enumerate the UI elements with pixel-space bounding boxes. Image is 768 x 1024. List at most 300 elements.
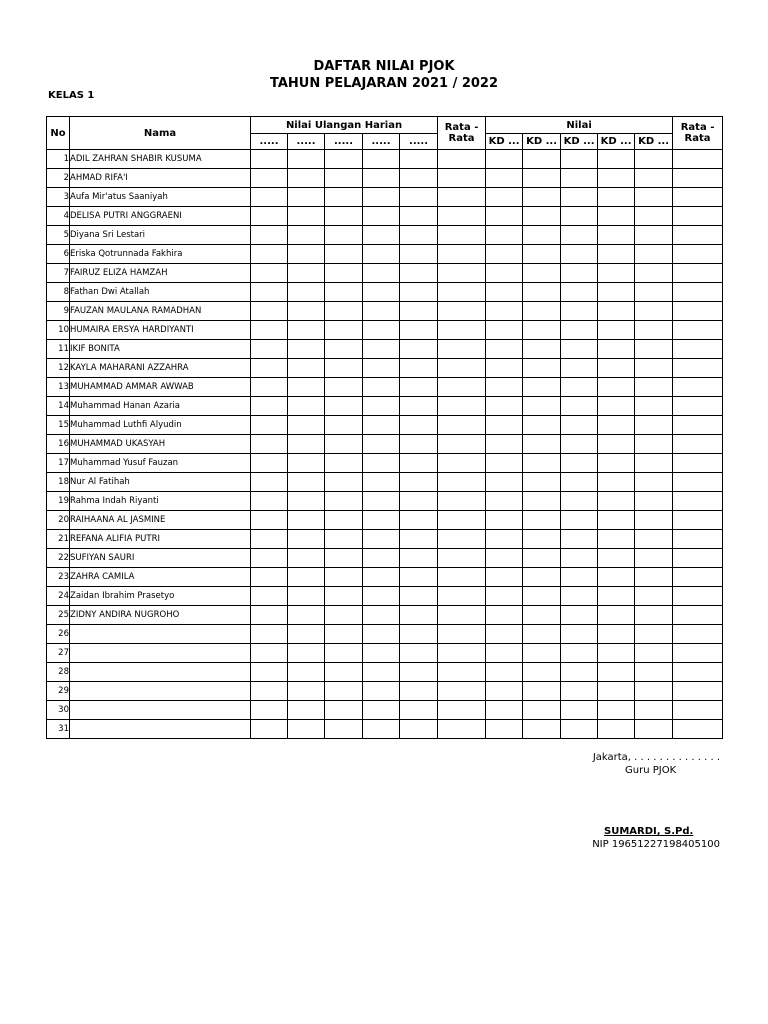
grade-cell (325, 188, 363, 207)
grade-cell (400, 226, 438, 245)
grade-cell (363, 226, 400, 245)
grade-cell (673, 226, 723, 245)
grade-cell (438, 340, 486, 359)
student-name: Fathan Dwi Atallah (70, 283, 251, 302)
grade-cell (598, 625, 635, 644)
grade-cell (288, 644, 325, 663)
grade-cell (486, 245, 523, 264)
grade-cell (561, 188, 598, 207)
student-name: HUMAIRA ERSYA HARDIYANTI (70, 321, 251, 340)
grade-cell (598, 568, 635, 587)
grade-cell (251, 188, 288, 207)
grade-cell (251, 511, 288, 530)
grade-cell (523, 283, 561, 302)
grade-cell (673, 549, 723, 568)
grade-cell (523, 245, 561, 264)
grade-cell (523, 340, 561, 359)
grade-cell (561, 549, 598, 568)
student-name: ADIL ZAHRAN SHABIR KUSUMA (70, 150, 251, 169)
grade-cell (561, 416, 598, 435)
teacher-role: Guru PJOK (625, 765, 677, 776)
grade-cell (486, 720, 523, 739)
grade-cell (288, 530, 325, 549)
header-kd-sub: KD ... (598, 134, 635, 150)
grade-cell (673, 340, 723, 359)
grade-cell (438, 530, 486, 549)
grade-cell (486, 473, 523, 492)
grade-cell (635, 701, 673, 720)
grade-cell (673, 511, 723, 530)
grade-cell (523, 302, 561, 321)
grade-cell (438, 606, 486, 625)
grade-cell (400, 245, 438, 264)
grade-cell (400, 568, 438, 587)
grade-cell (523, 701, 561, 720)
grade-cell (363, 473, 400, 492)
grade-cell (363, 150, 400, 169)
grade-cell (400, 435, 438, 454)
row-number: 30 (47, 701, 70, 720)
grade-cell (363, 188, 400, 207)
grade-cell (325, 625, 363, 644)
grade-cell (561, 473, 598, 492)
table-row (47, 207, 723, 226)
grade-cell (438, 226, 486, 245)
row-number: 13 (47, 378, 70, 397)
grade-cell (486, 264, 523, 283)
grade-cell (325, 264, 363, 283)
grade-cell (673, 397, 723, 416)
grade-cell (635, 454, 673, 473)
grade-cell (673, 568, 723, 587)
grade-cell (363, 549, 400, 568)
grade-cell (288, 378, 325, 397)
grade-cell (635, 492, 673, 511)
grade-cell (251, 245, 288, 264)
grade-cell (400, 397, 438, 416)
grade-cell (598, 264, 635, 283)
grade-cell (486, 606, 523, 625)
grade-cell (673, 473, 723, 492)
grade-cell (438, 321, 486, 340)
grade-cell (598, 169, 635, 188)
grade-cell (363, 587, 400, 606)
table-row (47, 302, 723, 321)
grade-cell (635, 587, 673, 606)
grade-cell (288, 226, 325, 245)
grade-cell (561, 644, 598, 663)
grade-cell (400, 188, 438, 207)
row-number: 4 (47, 207, 70, 226)
row-number: 22 (47, 549, 70, 568)
grade-cell (486, 435, 523, 454)
header-rata-rata-2-line1: Rata - (680, 122, 715, 133)
grade-cell (325, 435, 363, 454)
table-row (47, 283, 723, 302)
grade-cell (523, 226, 561, 245)
grade-cell (363, 283, 400, 302)
grade-cell (288, 416, 325, 435)
grade-cell (673, 150, 723, 169)
grade-cell (635, 188, 673, 207)
grade-cell (438, 283, 486, 302)
grade-cell (635, 549, 673, 568)
grade-cell (598, 701, 635, 720)
grade-cell (400, 473, 438, 492)
table-row (47, 397, 723, 416)
student-name: Muhammad Yusuf Fauzan (70, 454, 251, 473)
table-row (47, 188, 723, 207)
grade-cell (288, 359, 325, 378)
table-row (47, 644, 723, 663)
grade-cell (288, 283, 325, 302)
grade-cell (486, 188, 523, 207)
grade-cell (325, 511, 363, 530)
student-name: REFANA ALIFIA PUTRI (70, 530, 251, 549)
grade-cell (251, 207, 288, 226)
grade-cell (400, 283, 438, 302)
grade-cell (288, 701, 325, 720)
grade-cell (400, 378, 438, 397)
grade-cell (673, 530, 723, 549)
table-row (47, 473, 723, 492)
table-row (47, 340, 723, 359)
grade-cell (598, 435, 635, 454)
grade-cell (251, 530, 288, 549)
grade-cell (251, 663, 288, 682)
grade-cell (598, 454, 635, 473)
grade-cell (363, 302, 400, 321)
grade-cell (400, 264, 438, 283)
grade-cell (438, 625, 486, 644)
grade-cell (251, 283, 288, 302)
grade-cell (635, 435, 673, 454)
grade-cell (325, 644, 363, 663)
table-row (47, 264, 723, 283)
grade-cell (673, 606, 723, 625)
header-kd-sub: KD ... (523, 134, 561, 150)
row-number: 10 (47, 321, 70, 340)
grade-cell (363, 321, 400, 340)
header-ulangan-harian: Nilai Ulangan Harian (251, 117, 438, 134)
row-number: 20 (47, 511, 70, 530)
grade-cell (486, 701, 523, 720)
grade-cell (673, 587, 723, 606)
grade-cell (598, 207, 635, 226)
grade-cell (673, 625, 723, 644)
grade-cell (325, 359, 363, 378)
grade-cell (325, 397, 363, 416)
grade-cell (363, 720, 400, 739)
grade-cell (486, 207, 523, 226)
grade-cell (288, 302, 325, 321)
student-name: FAUZAN MAULANA RAMADHAN (70, 302, 251, 321)
row-number: 2 (47, 169, 70, 188)
grade-cell (438, 397, 486, 416)
grade-cell (438, 302, 486, 321)
grade-cell (523, 663, 561, 682)
grade-cell (523, 606, 561, 625)
grade-cell (325, 302, 363, 321)
student-name: SUFIYAN SAURI (70, 549, 251, 568)
student-rows (47, 150, 723, 739)
student-name: MUHAMMAD UKASYAH (70, 435, 251, 454)
grade-cell (438, 435, 486, 454)
header-kd-sub: KD ... (635, 134, 673, 150)
row-number: 31 (47, 720, 70, 739)
grade-cell (400, 454, 438, 473)
grade-cell (598, 682, 635, 701)
grade-cell (523, 549, 561, 568)
grade-cell (363, 245, 400, 264)
grade-cell (288, 340, 325, 359)
header-ulangan-sub: ..... (325, 134, 363, 150)
grade-cell (288, 682, 325, 701)
grade-cell (288, 492, 325, 511)
grade-cell (561, 283, 598, 302)
grade-cell (251, 378, 288, 397)
grade-cell (363, 264, 400, 283)
grade-cell (325, 454, 363, 473)
grade-cell (635, 245, 673, 264)
grade-cell (288, 587, 325, 606)
grade-cell (251, 644, 288, 663)
grade-cell (288, 435, 325, 454)
grade-cell (598, 473, 635, 492)
grade-cell (561, 511, 598, 530)
grade-cell (363, 644, 400, 663)
grade-cell (598, 492, 635, 511)
row-number: 26 (47, 625, 70, 644)
grade-cell (325, 150, 363, 169)
row-number: 11 (47, 340, 70, 359)
grade-cell (561, 226, 598, 245)
grade-cell (561, 302, 598, 321)
grade-cell (400, 492, 438, 511)
table-row (47, 530, 723, 549)
grade-cell (486, 416, 523, 435)
row-number: 24 (47, 587, 70, 606)
student-name (70, 663, 251, 682)
grade-cell (561, 359, 598, 378)
grade-cell (288, 568, 325, 587)
grade-cell (598, 340, 635, 359)
table-row (47, 587, 723, 606)
grade-cell (325, 245, 363, 264)
grade-cell (251, 302, 288, 321)
grade-cell (438, 245, 486, 264)
student-name: IKIF BONITA (70, 340, 251, 359)
grade-cell (325, 283, 363, 302)
grade-cell (561, 245, 598, 264)
grade-cell (325, 340, 363, 359)
grade-cell (523, 682, 561, 701)
grade-cell (598, 321, 635, 340)
student-name: RAIHAANA AL JASMINE (70, 511, 251, 530)
header-ulangan-sub: ..... (251, 134, 288, 150)
grade-cell (251, 454, 288, 473)
grade-cell (438, 169, 486, 188)
grade-cell (561, 397, 598, 416)
grade-cell (325, 492, 363, 511)
row-number: 3 (47, 188, 70, 207)
grade-cell (438, 454, 486, 473)
grade-cell (251, 321, 288, 340)
header-rata-rata-2-line2: Rata (684, 133, 711, 144)
grade-cell (363, 416, 400, 435)
grade-cell (251, 435, 288, 454)
table-row (47, 435, 723, 454)
grade-cell (288, 663, 325, 682)
grade-cell (561, 720, 598, 739)
grade-cell (325, 701, 363, 720)
grade-cell (363, 701, 400, 720)
grade-cell (363, 397, 400, 416)
grade-cell (438, 473, 486, 492)
grade-cell (325, 207, 363, 226)
grade-cell (363, 625, 400, 644)
grade-cell (486, 682, 523, 701)
grade-cell (635, 340, 673, 359)
grade-cell (251, 720, 288, 739)
row-number: 27 (47, 644, 70, 663)
header-ulangan-sub: ..... (363, 134, 400, 150)
table-row (47, 606, 723, 625)
table-row (47, 549, 723, 568)
grade-cell (251, 226, 288, 245)
grade-cell (635, 473, 673, 492)
grade-cell (561, 568, 598, 587)
student-name: ZAHRA CAMILA (70, 568, 251, 587)
grade-cell (363, 606, 400, 625)
grade-cell (251, 264, 288, 283)
grade-cell (288, 473, 325, 492)
row-number: 15 (47, 416, 70, 435)
grade-cell (561, 169, 598, 188)
grade-cell (400, 682, 438, 701)
grade-cell (363, 511, 400, 530)
grade-cell (288, 207, 325, 226)
student-name: FAIRUZ ELIZA HAMZAH (70, 264, 251, 283)
grade-cell (486, 150, 523, 169)
grade-cell (673, 169, 723, 188)
grade-cell (598, 416, 635, 435)
table-row (47, 245, 723, 264)
grade-cell (486, 568, 523, 587)
grade-cell (363, 359, 400, 378)
student-name: KAYLA MAHARANI AZZAHRA (70, 359, 251, 378)
grade-cell (598, 397, 635, 416)
grade-cell (438, 549, 486, 568)
place-date: Jakarta, . . . . . . . . . . . . . . (592, 752, 720, 763)
grade-cell (523, 188, 561, 207)
table-row (47, 663, 723, 682)
grade-cell (486, 302, 523, 321)
table-row (47, 682, 723, 701)
table-row (47, 226, 723, 245)
grade-cell (561, 207, 598, 226)
grade-cell (561, 150, 598, 169)
grade-cell (363, 663, 400, 682)
grade-cell (486, 492, 523, 511)
grade-cell (673, 492, 723, 511)
grade-cell (673, 359, 723, 378)
grade-cell (598, 283, 635, 302)
grade-cell (438, 682, 486, 701)
table-row (47, 625, 723, 644)
grade-cell (438, 511, 486, 530)
teacher-nip: NIP 19651227198405100 (592, 839, 720, 850)
student-name: Muhammad Hanan Azaria (70, 397, 251, 416)
grade-cell (635, 207, 673, 226)
grade-cell (523, 473, 561, 492)
grade-cell (486, 549, 523, 568)
grade-cell (288, 549, 325, 568)
grade-cell (561, 587, 598, 606)
student-name: Nur Al Fatihah (70, 473, 251, 492)
grade-cell (523, 378, 561, 397)
student-name: Diyana Sri Lestari (70, 226, 251, 245)
student-name (70, 644, 251, 663)
grade-cell (400, 321, 438, 340)
grade-cell (438, 492, 486, 511)
table-row (47, 378, 723, 397)
grade-cell (598, 226, 635, 245)
grade-cell (363, 207, 400, 226)
row-number: 25 (47, 606, 70, 625)
row-number: 14 (47, 397, 70, 416)
row-number: 29 (47, 682, 70, 701)
grade-cell (523, 530, 561, 549)
grade-cell (561, 321, 598, 340)
grade-cell (400, 549, 438, 568)
grade-cell (251, 549, 288, 568)
grade-cell (635, 530, 673, 549)
grade-cell (561, 682, 598, 701)
grade-cell (325, 473, 363, 492)
grade-cell (288, 454, 325, 473)
grade-cell (598, 663, 635, 682)
grade-cell (486, 340, 523, 359)
grade-cell (523, 169, 561, 188)
grade-cell (438, 207, 486, 226)
grade-cell (486, 454, 523, 473)
grade-cell (523, 644, 561, 663)
row-number: 9 (47, 302, 70, 321)
grade-cell (486, 397, 523, 416)
grade-cell (251, 606, 288, 625)
grade-cell (486, 663, 523, 682)
grade-cell (363, 435, 400, 454)
grade-cell (325, 568, 363, 587)
grade-cell (523, 321, 561, 340)
grade-cell (598, 549, 635, 568)
grade-cell (635, 625, 673, 644)
grade-cell (561, 264, 598, 283)
grade-cell (288, 264, 325, 283)
grade-cell (251, 625, 288, 644)
grade-cell (400, 701, 438, 720)
header-kd-sub: KD ... (486, 134, 523, 150)
grade-cell (598, 720, 635, 739)
grade-cell (673, 454, 723, 473)
grade-cell (635, 359, 673, 378)
table-row (47, 492, 723, 511)
grade-cell (635, 283, 673, 302)
grade-cell (251, 682, 288, 701)
grade-cell (486, 625, 523, 644)
row-number: 12 (47, 359, 70, 378)
